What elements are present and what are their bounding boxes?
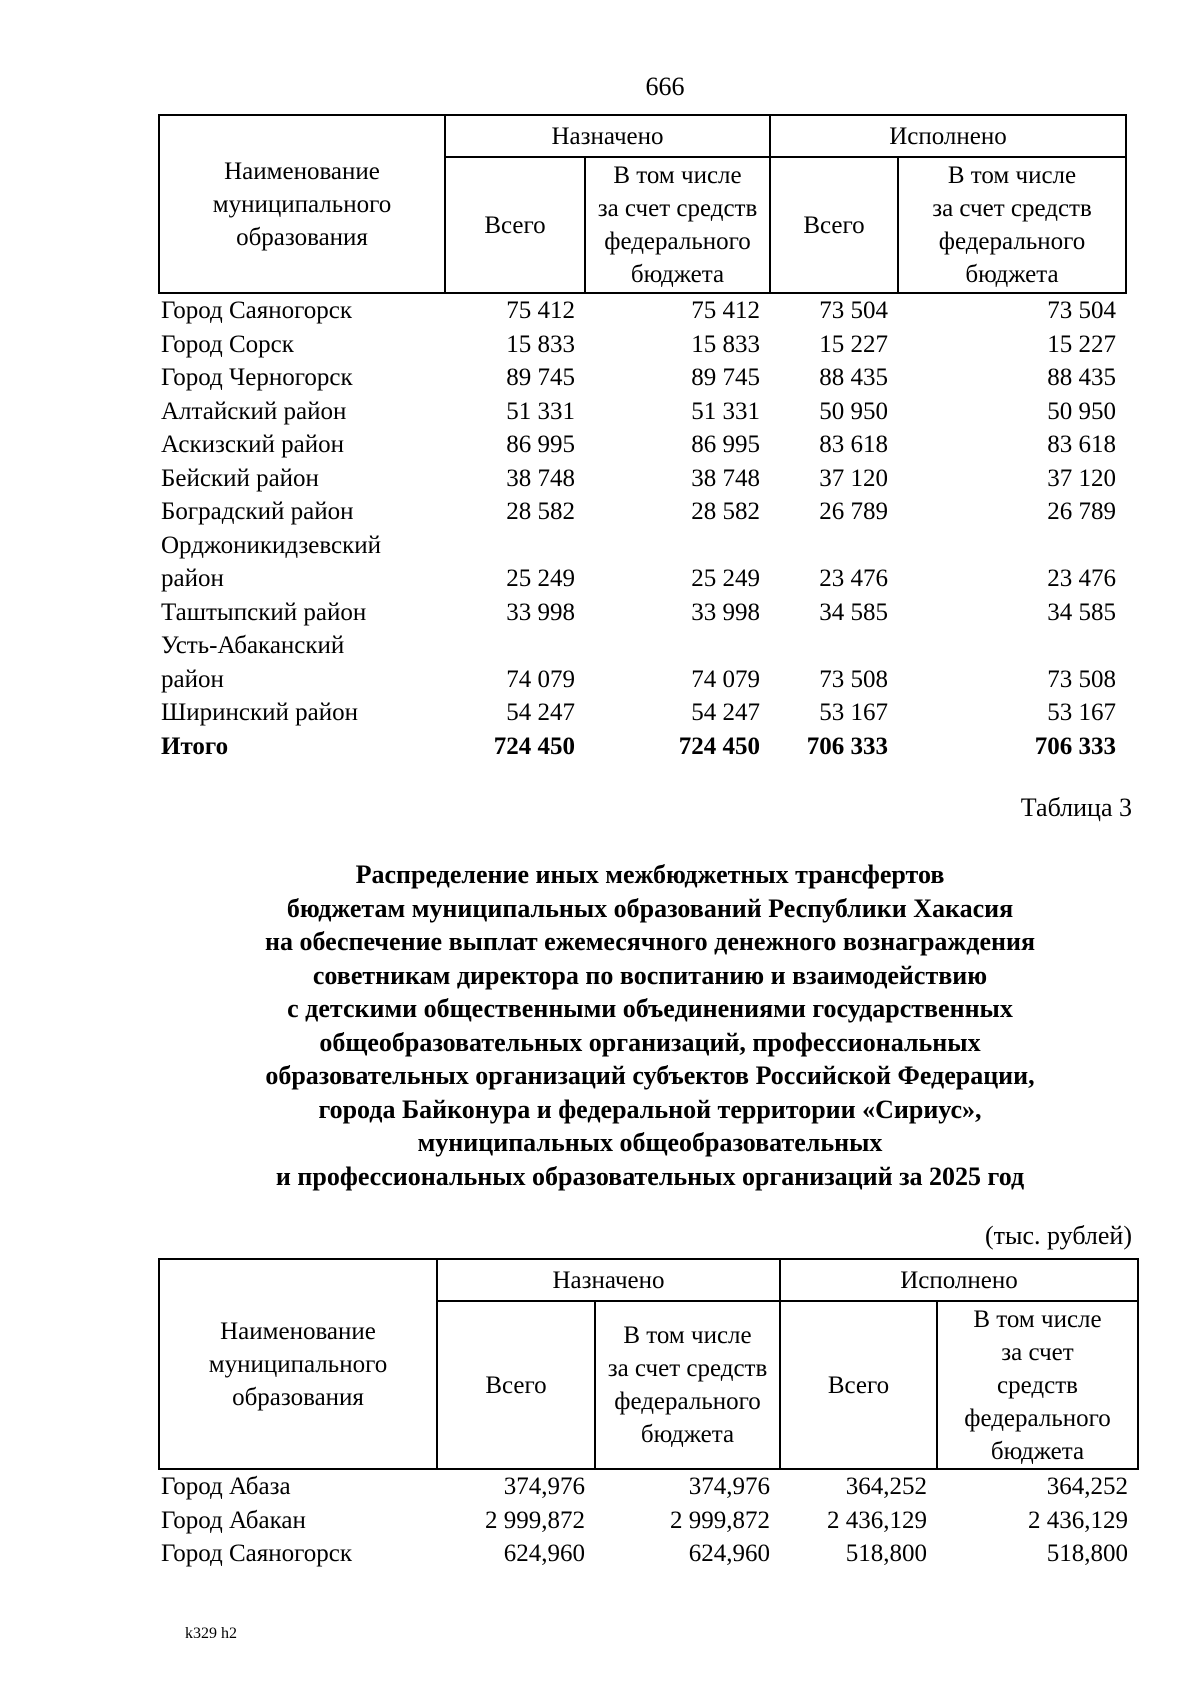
- municipality-name-line: Орджоникидзевский: [161, 531, 382, 559]
- value-cell: 518,800: [845, 1540, 927, 1567]
- units-label: (тыс. рублей): [984, 1221, 1132, 1250]
- text-line: за счет средств: [607, 1355, 768, 1382]
- total-label: Итого: [161, 732, 229, 760]
- text-line: федерального: [614, 1388, 761, 1415]
- municipality-name: [159, 328, 445, 362]
- value-cell: 53 167: [819, 699, 888, 726]
- value-cell: 75 412: [691, 297, 760, 324]
- municipality-name-line: Город Черногорск: [161, 364, 353, 391]
- value-cell: 25 249: [506, 565, 575, 592]
- municipality-name-line: Усть-Абаканский: [161, 632, 345, 659]
- value-cell: 75 412: [506, 297, 575, 324]
- municipality-name: [159, 293, 445, 328]
- value-cell: 2 436,129: [1028, 1506, 1128, 1534]
- table-row: [159, 629, 1126, 696]
- text-line: бюджетам муниципальных образований Республики Хакасия: [286, 893, 1014, 923]
- executed-header: Исполнено: [780, 1259, 1138, 1301]
- value-cell: 89 745: [506, 364, 575, 391]
- text-line: муниципальных общеобразовательных: [417, 1128, 883, 1157]
- municipality-name-line: Аскизский район: [161, 431, 345, 458]
- text-line: бюджета: [630, 261, 725, 288]
- text-line: В том числе: [623, 1322, 752, 1349]
- value-cell: 88 435: [1047, 364, 1116, 391]
- text-line: образования: [232, 1383, 364, 1411]
- text-line: за счет средств: [932, 195, 1092, 222]
- value-cell: 374,976: [688, 1473, 770, 1500]
- table-row: [159, 328, 1126, 362]
- value-cell: 89 745: [691, 364, 760, 391]
- table-title: [150, 858, 1150, 1193]
- page-number: 666: [645, 72, 685, 101]
- value-cell: 73 508: [819, 665, 888, 693]
- municipality-name-line: Город Сорск: [161, 330, 294, 358]
- text-line: В том числе: [947, 162, 1077, 189]
- value-cell: 374,976: [503, 1473, 585, 1500]
- value-cell: 624,960: [503, 1540, 585, 1567]
- text-line: общеобразовательных организаций, профессиональных: [319, 1027, 981, 1057]
- value-cell: 54 247: [506, 699, 575, 726]
- text-line: федерального: [964, 1404, 1111, 1432]
- text-line: города Байконура и федеральной территории «Сириус»,: [318, 1094, 982, 1124]
- table-row: [159, 395, 1126, 429]
- executed-total-header: Всего: [780, 1301, 937, 1469]
- value-cell: 51 331: [506, 397, 575, 425]
- municipality-name: [159, 629, 445, 696]
- text-line: Наименование: [224, 157, 380, 185]
- value-cell: 15 227: [819, 330, 888, 358]
- municipality-name-line: Ширинский район: [161, 699, 358, 726]
- total-value-cell: 706 333: [1034, 732, 1116, 760]
- text-line: бюджета: [640, 1421, 735, 1448]
- assigned-federal-header: [585, 157, 770, 293]
- municipality-name: [159, 395, 445, 429]
- text-line: бюджета: [990, 1437, 1085, 1465]
- text-line: средств: [997, 1371, 1078, 1399]
- value-cell: 34 585: [819, 598, 888, 626]
- table-row: [159, 596, 1126, 630]
- value-cell: 73 504: [819, 297, 888, 324]
- transfers-table-continued: [158, 114, 1127, 763]
- document-code: k329 h2: [185, 1625, 237, 1642]
- value-cell: 15 833: [691, 330, 760, 358]
- table-row: [159, 529, 1126, 596]
- table-row: [159, 1469, 1138, 1504]
- value-cell: 364,252: [845, 1473, 927, 1500]
- value-cell: 15 833: [506, 330, 575, 358]
- text-line: образования: [236, 223, 368, 251]
- municipality-name: [159, 462, 445, 496]
- value-cell: 26 789: [819, 498, 888, 525]
- value-cell: 33 998: [506, 598, 575, 626]
- value-cell: 38 748: [506, 464, 575, 492]
- value-cell: 88 435: [819, 364, 888, 391]
- table-caption: Таблица 3: [1020, 793, 1132, 822]
- executed-federal-header: [898, 157, 1126, 293]
- text-line: за счет средств: [597, 195, 758, 222]
- value-cell: 74 079: [506, 665, 575, 693]
- value-cell: 28 582: [506, 498, 575, 525]
- table-row: [159, 361, 1126, 395]
- municipality-name: [159, 361, 445, 395]
- value-cell: 23 476: [1047, 565, 1116, 592]
- value-cell: 83 618: [1047, 431, 1116, 458]
- text-line: Распределение иных межбюджетных трансфертов: [355, 860, 945, 889]
- value-cell: 74 079: [691, 665, 760, 693]
- assigned-header: Назначено: [437, 1259, 780, 1301]
- value-cell: 624,960: [688, 1540, 770, 1567]
- municipality-name-line: Бейский район: [161, 464, 319, 492]
- value-cell: 73 504: [1047, 297, 1116, 324]
- text-line: за счет: [1001, 1338, 1074, 1366]
- municipality-name-line: Город Абаза: [161, 1473, 291, 1500]
- table-row: [159, 1504, 1138, 1538]
- value-cell: 50 950: [819, 397, 888, 425]
- text-line: на обеспечение выплат ежемесячного денежного вознаграждения: [264, 927, 1036, 956]
- value-cell: 2 999,872: [670, 1506, 770, 1534]
- value-cell: 38 748: [691, 464, 760, 492]
- municipality-name: [159, 596, 445, 630]
- value-cell: 28 582: [691, 498, 760, 525]
- value-cell: 37 120: [819, 464, 888, 492]
- table-row: [159, 696, 1126, 730]
- text-line: с детскими общественными объединениями государственных: [287, 994, 1013, 1023]
- value-cell: 86 995: [691, 431, 760, 458]
- municipality-header: [159, 115, 445, 293]
- executed-federal-header: [937, 1301, 1138, 1469]
- assigned-federal-header: [595, 1301, 780, 1469]
- municipality-name-line: Боградский район: [161, 498, 354, 525]
- value-cell: 23 476: [819, 565, 888, 592]
- table-row: [159, 495, 1126, 529]
- municipality-name-line: район: [161, 665, 224, 693]
- table-row: [159, 428, 1126, 462]
- text-line: и профессиональных образовательных организаций за 2025 год: [275, 1161, 1025, 1191]
- value-cell: 83 618: [819, 431, 888, 458]
- municipality-header: [159, 1259, 437, 1469]
- municipality-name-line: Алтайский район: [161, 397, 347, 425]
- municipality-name: [159, 495, 445, 529]
- total-row: [159, 730, 1126, 764]
- text-line: бюджета: [965, 261, 1059, 288]
- value-cell: 50 950: [1047, 397, 1116, 425]
- assigned-total-header: Всего: [437, 1301, 595, 1469]
- assigned-header: Назначено: [445, 115, 770, 157]
- municipality-name-line: район: [161, 565, 224, 592]
- text-line: федерального: [938, 228, 1086, 255]
- municipality-name-line: Таштыпский район: [161, 598, 367, 626]
- text-line: В том числе: [973, 1305, 1102, 1333]
- assigned-total-header: Всего: [445, 157, 585, 293]
- executed-total-header: Всего: [770, 157, 898, 293]
- table-row: [159, 462, 1126, 496]
- value-cell: 518,800: [1046, 1540, 1128, 1567]
- table-row: [159, 1537, 1138, 1571]
- text-line: В том числе: [613, 162, 742, 189]
- municipality-name-line: Город Абакан: [161, 1506, 306, 1534]
- table-row: [159, 293, 1126, 328]
- value-cell: 37 120: [1047, 464, 1116, 492]
- municipality-name: [159, 428, 445, 462]
- total-value-cell: 724 450: [678, 732, 760, 760]
- text-line: советникам директора по воспитанию и взаимодействию: [312, 960, 988, 990]
- value-cell: 73 508: [1047, 665, 1116, 693]
- value-cell: 25 249: [691, 565, 760, 592]
- value-cell: 54 247: [691, 699, 760, 726]
- transfers-table-3: [158, 1258, 1139, 1571]
- text-line: образовательных организаций субъектов Российской Федерации,: [265, 1061, 1035, 1090]
- value-cell: 26 789: [1047, 498, 1116, 525]
- text-line: муниципального: [212, 190, 392, 218]
- value-cell: 33 998: [691, 598, 760, 626]
- value-cell: 34 585: [1047, 598, 1116, 626]
- total-value-cell: 706 333: [806, 732, 888, 760]
- municipality-name: [159, 696, 445, 730]
- text-line: муниципального: [208, 1350, 388, 1378]
- executed-header: Исполнено: [770, 115, 1126, 157]
- value-cell: 15 227: [1047, 330, 1116, 358]
- municipality-name-line: Город Саяногорск: [161, 297, 353, 324]
- municipality-name-line: Город Саяногорск: [161, 1540, 353, 1567]
- value-cell: 364,252: [1046, 1473, 1128, 1500]
- municipality-name: [159, 1504, 437, 1538]
- value-cell: 2 436,129: [827, 1506, 927, 1534]
- value-cell: 86 995: [506, 431, 575, 458]
- municipality-name: [159, 1469, 437, 1504]
- municipality-name: [159, 1537, 437, 1571]
- text-line: федерального: [604, 228, 751, 255]
- text-line: Наименование: [220, 1317, 376, 1345]
- value-cell: 53 167: [1047, 699, 1116, 726]
- value-cell: 2 999,872: [485, 1506, 585, 1534]
- total-value-cell: 724 450: [493, 732, 575, 760]
- value-cell: 51 331: [691, 397, 760, 425]
- municipality-name: [159, 529, 445, 596]
